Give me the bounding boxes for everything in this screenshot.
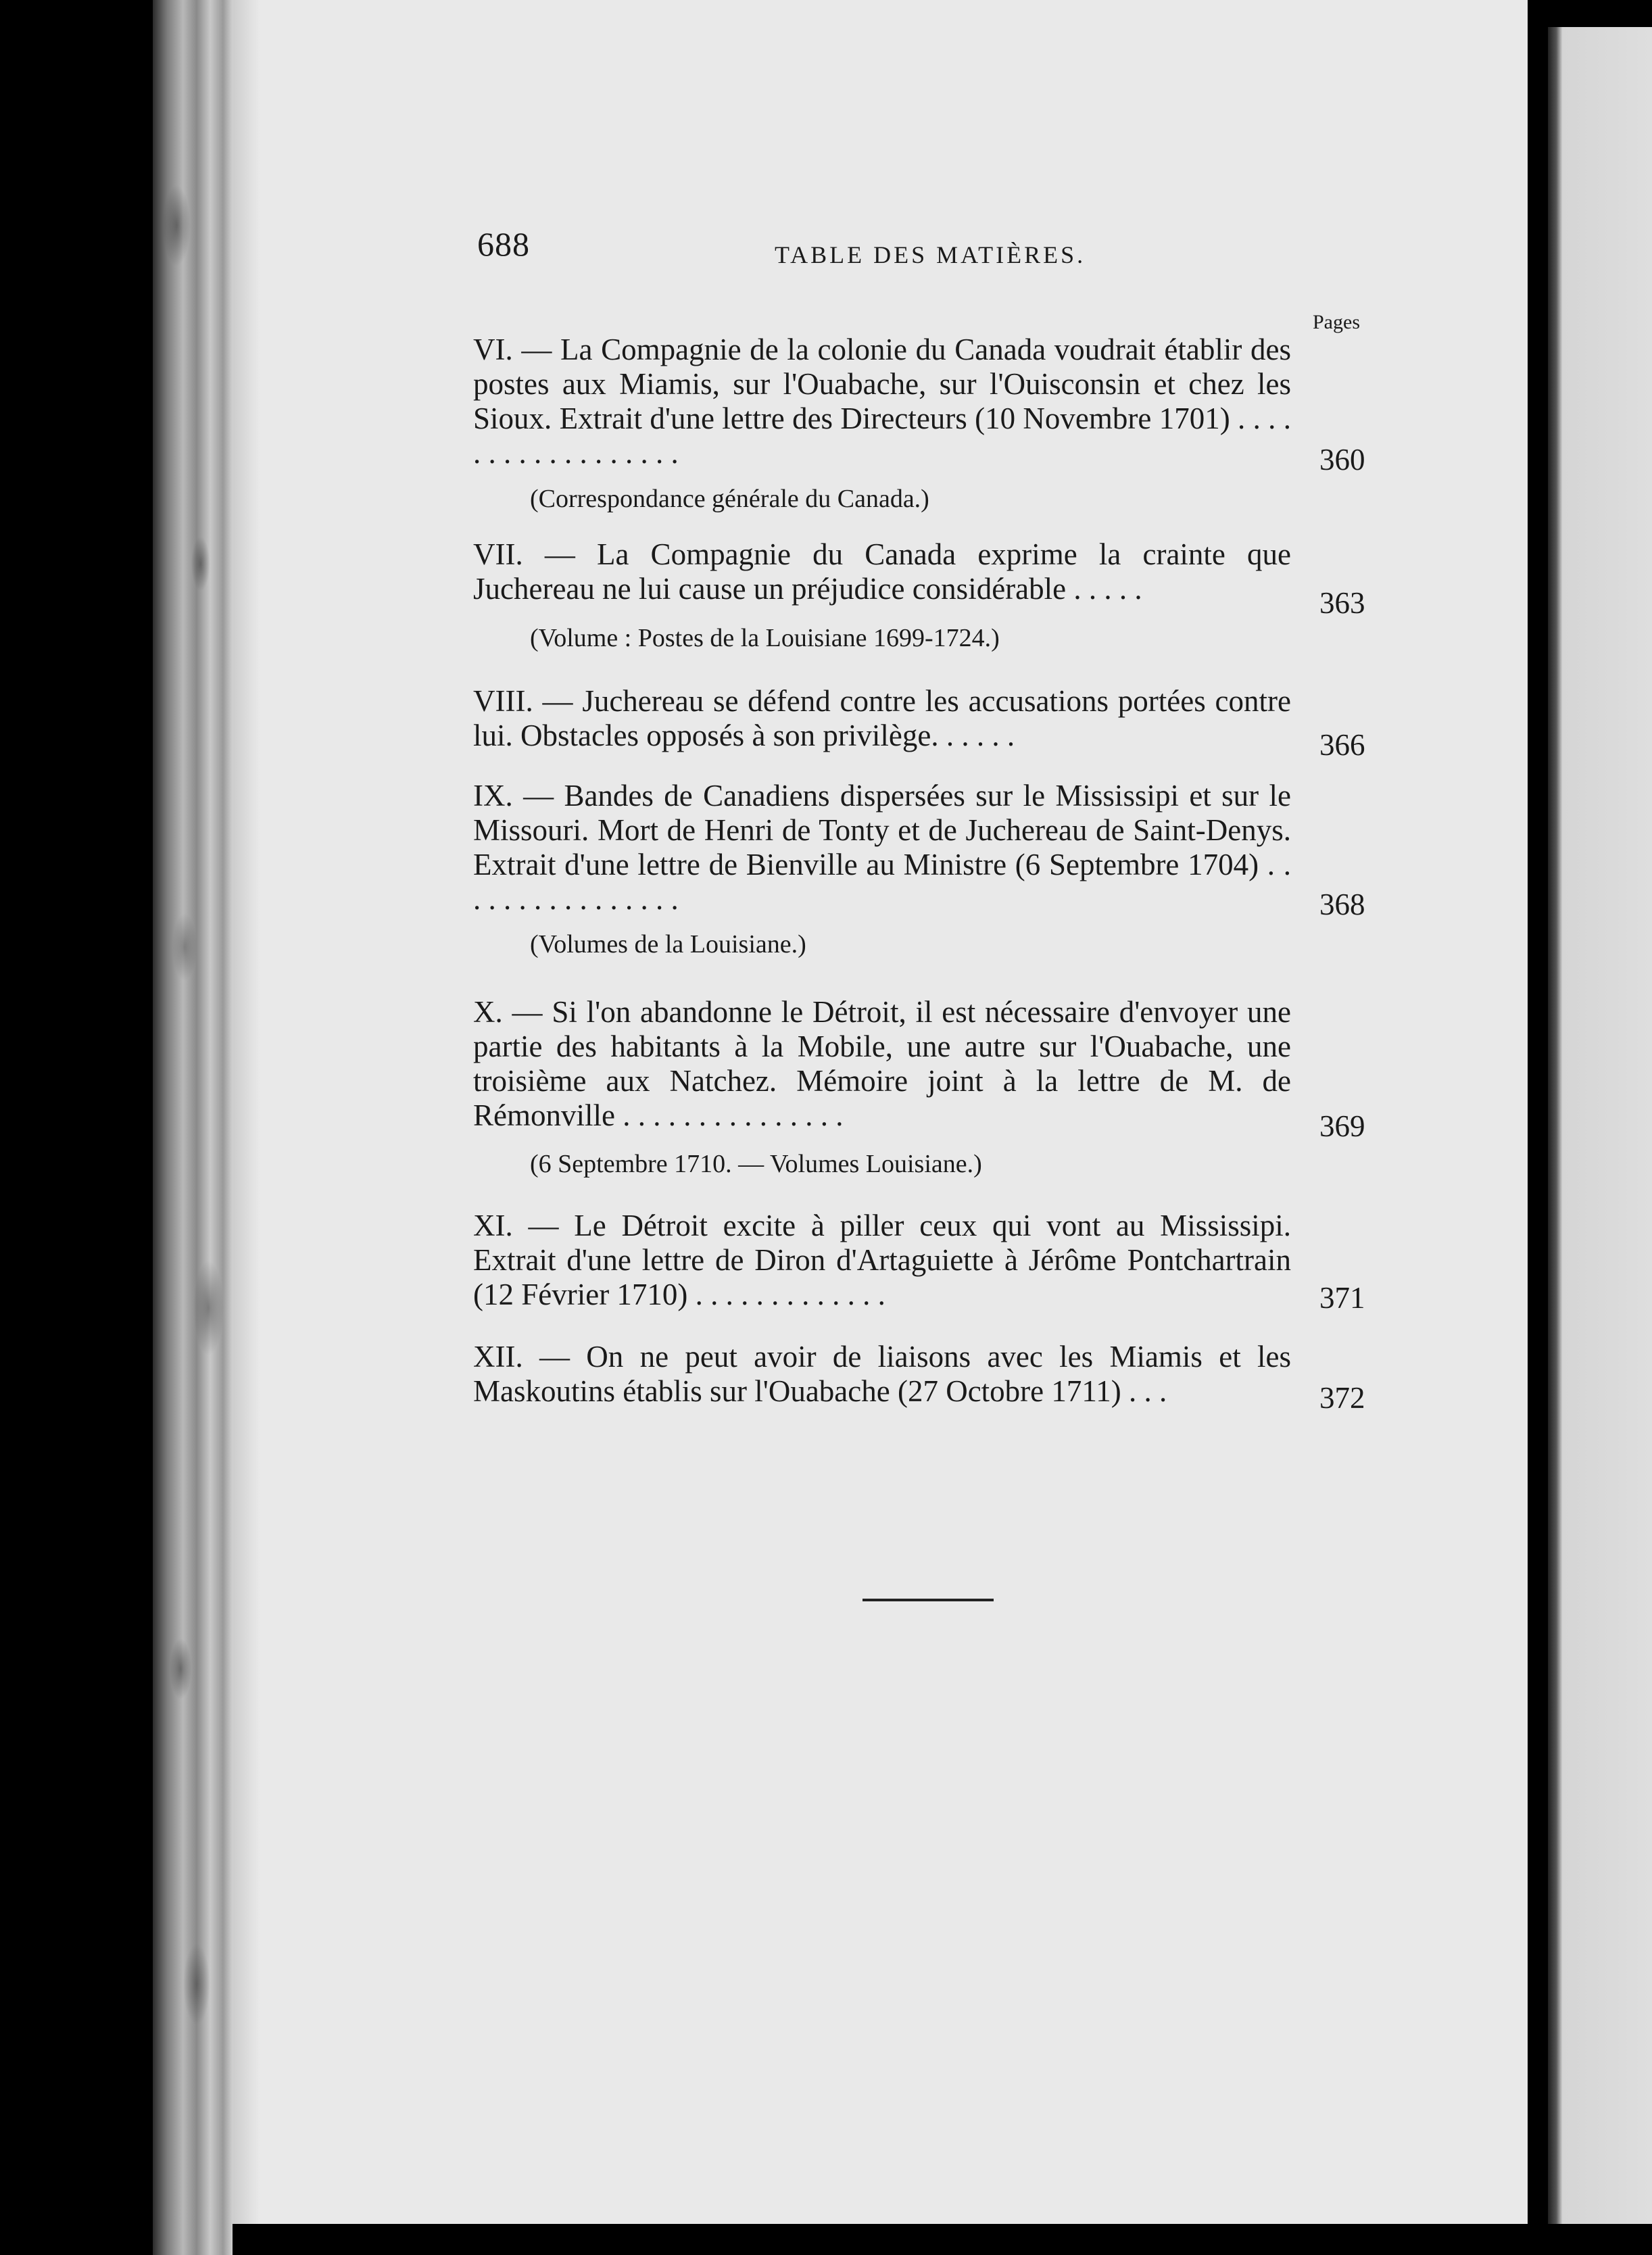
toc-entry-vii [473, 537, 1291, 606]
toc-entry-text: XII. — On ne peut avoir de liaisons avec les Miamis et les Maskoutins établis sur l'Ouabache (27 Octobre 1711) . . . [473, 1340, 1291, 1408]
toc-entry-text: XI. — Le Détroit excite à piller ceux qui vont au Mississipi. Extrait d'une lettre de Diron d'Artaguiette à Jérôme Pontchartrain (12 Février 1710) . . . . . . . . . . . . . [473, 1209, 1291, 1311]
toc-entry-source: (Volumes de la Louisiane.) [530, 930, 806, 959]
toc-entry-viii [473, 684, 1291, 753]
gutter-shadow [233, 0, 260, 2224]
toc-entry-source: (Volume : Postes de la Louisiane 1699-1724.) [530, 624, 1000, 652]
toc-entry-source: (Correspondance générale du Canada.) [530, 485, 929, 513]
toc-entry-source: (6 Septembre 1710. — Volumes Louisiane.) [530, 1150, 982, 1178]
toc-entry-xii [473, 1340, 1291, 1409]
toc-entry-vi [473, 333, 1291, 470]
toc-entry-page: 360 [1319, 443, 1365, 477]
toc-entry-ix [473, 779, 1291, 917]
toc-entry-page: 366 [1319, 728, 1365, 762]
toc-entry-page: 368 [1319, 888, 1365, 921]
toc-entry-page: 371 [1319, 1281, 1365, 1315]
toc-entry-text: VI. — La Compagnie de la colonie du Canada voudrait établir des postes aux Miamis, sur l'Ouabache, sur l'Ouisconsin et chez les Sioux. Extrait d'une lettre des Directeurs (10 Novembre 1701) . . . . . . . . . . . . . . . . . . [473, 333, 1291, 470]
toc-entry-text: IX. — Bandes de Canadiens dispersées sur le Mississipi et sur le Missouri. Mort de Henri de Tonty et de Juchereau de Saint-Denys. Extrait d'une lettre de Bienville au Ministre (6 Septembre 1704) . . . . . . . . . . . . . . . . [473, 779, 1291, 916]
toc-entry-text: VII. — La Compagnie du Canada exprime la crainte que Juchereau ne lui cause un préjudice considérable . . . . . [473, 537, 1291, 606]
toc-entry-page: 369 [1319, 1109, 1365, 1143]
end-rule [863, 1599, 994, 1601]
spine-texture [153, 0, 233, 2255]
pages-column-label: Pages [1313, 311, 1360, 333]
book-spine [153, 0, 233, 2255]
toc-entry-page: 363 [1319, 586, 1365, 620]
running-title: TABLE DES MATIÈRES. [775, 241, 1086, 268]
toc-entry-page: 372 [1319, 1381, 1365, 1415]
next-page-edge [1548, 27, 1652, 2224]
toc-entry-text: VIII. — Juchereau se défend contre les accusations portées contre lui. Obstacles opposés à son privilège. . . . . . [473, 684, 1291, 752]
page-number: 688 [477, 225, 530, 263]
toc-entry-x [473, 995, 1291, 1133]
toc-entry-text: X. — Si l'on abandonne le Détroit, il est nécessaire d'envoyer une partie des habitants à la Mobile, une autre sur l'Ouabache, une troisième aux Natchez. Mémoire joint à la lettre de M. de Rémonville . . . . . . . . . . . . . . . [473, 995, 1291, 1132]
toc-entry-xi [473, 1209, 1291, 1312]
